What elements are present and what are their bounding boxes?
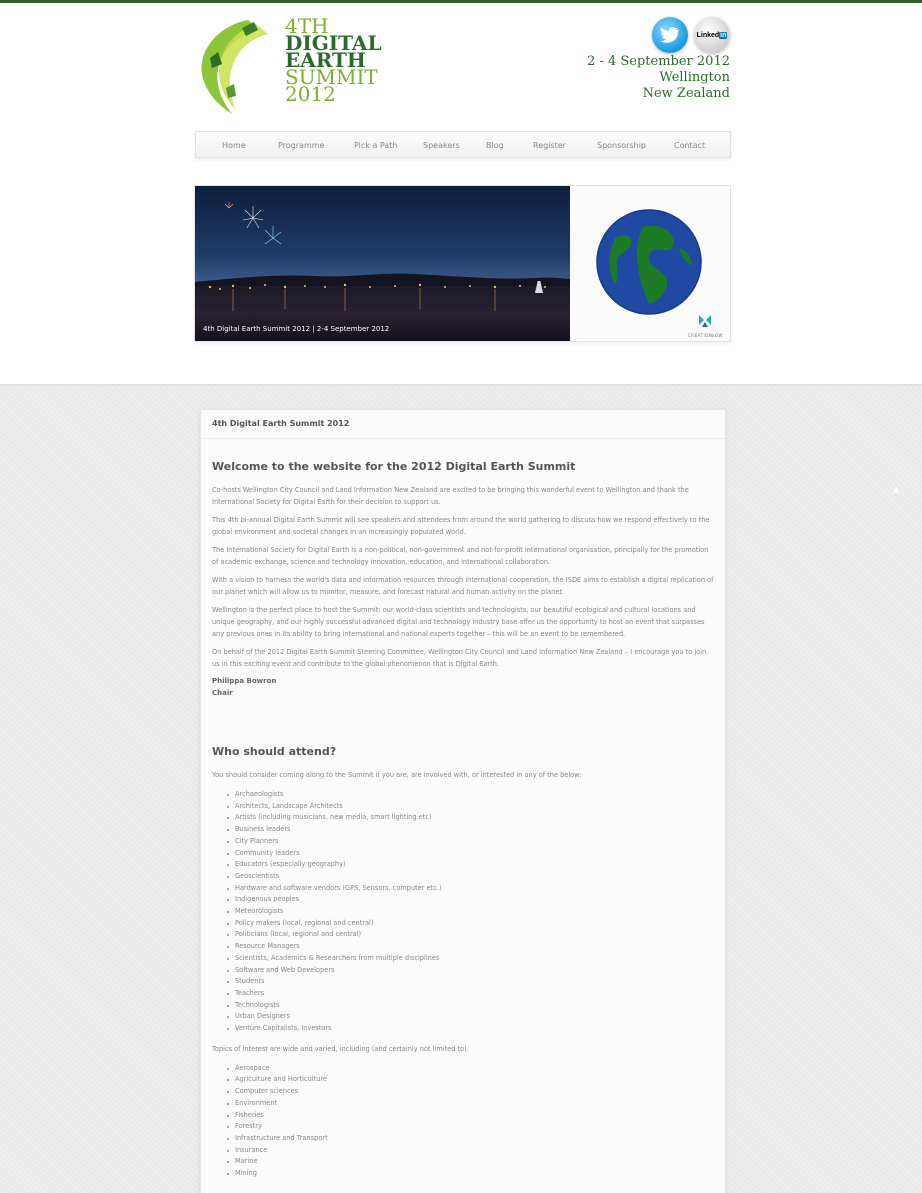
list-item: Agriculture and Horticulture [227, 1074, 714, 1086]
list-item: Resource Managers [227, 941, 714, 953]
sponsor-name: CREATIONLOW [688, 333, 723, 338]
nav-pick-a-path[interactable]: Pick a Path [354, 141, 398, 150]
linkedin-icon: Linkedin [696, 31, 727, 39]
list-item: Software and Web Developers [227, 965, 714, 977]
city-lights [205, 281, 565, 321]
social-links [651, 17, 731, 55]
list-item: Archaeologists [227, 789, 714, 801]
list-item: Geoscientists [227, 871, 714, 883]
logo-line-4: SUMMIT [285, 65, 378, 89]
intro-paragraph-5: Wellington is the perfect place to host the Summit: our world-class scientists and technologists, our beautiful ecological and cultural locations and unique geography, and our highly successful advanced digital and technology industry base offer us the opportunity to host an event that surpasses any previous ones in its ability to bring international and national experts together – this will be an event to be remembered. [212, 606, 705, 638]
nav-sponsorship[interactable]: Sponsorship [597, 141, 647, 150]
nav-programme[interactable]: Programme [278, 141, 325, 150]
globe-icon [595, 208, 703, 316]
list-item: Educators (especially geography) [227, 859, 714, 871]
intro-paragraph-1: Co-hosts Wellington City Council and Land Information New Zealand are excited to be bringing this wonderful event to Wellington and thank the International Society for Digital Earth for their decision to support us. [212, 486, 689, 506]
sponsor-mark-icon [697, 313, 713, 329]
list-item: Infrastructure and Transport [227, 1133, 714, 1145]
list-item: Scientists, Academics & Researchers from multiple disciplines [227, 953, 714, 965]
list-item: Policy makers (local, regional and central) [227, 918, 714, 930]
list-item: Hardware and software vendors (GPS, Sensors, computer etc.) [227, 883, 714, 895]
logo-mark-icon [196, 18, 272, 116]
banner-photo[interactable] [195, 186, 570, 341]
list-item: Artists (including musicians, new media, smart lighting etc) [227, 812, 714, 824]
list-item: City Planners [227, 836, 714, 848]
twitter-button[interactable] [652, 17, 688, 53]
topics-intro: Topics of interest are wide and varied, including (and certainly not limited to): [212, 1044, 469, 1053]
intro-paragraph-6: On behalf of the 2012 Digital Earth Summit Steering Committee, Wellington City Council and Land Information New Zealand – I encourage you to join us in this exciting event and contribute to the global phenomenon that is Digital Earth. [212, 648, 707, 668]
list-item: Marine [227, 1156, 714, 1168]
banner-side-panel [570, 186, 730, 341]
logo-wordmark [285, 14, 382, 106]
logo-line-3: EARTH [285, 48, 366, 72]
nav-speakers[interactable]: Speakers [423, 141, 460, 150]
list-item: Urban Designers [227, 1011, 714, 1023]
event-info [587, 54, 730, 102]
nav-register[interactable]: Register [533, 141, 566, 150]
main-nav [195, 131, 731, 158]
attendee-list [212, 789, 714, 1035]
logo-line-2: DIGITAL [285, 31, 382, 55]
list-item: Students [227, 976, 714, 988]
intro-paragraph-2: This 4th bi-annual Digital Earth Summit will see speakers and attendees from around the world gathering to discuss how we respond effectively to the global environment and societal changes in an increasingly populated world. [212, 516, 710, 536]
scroll-up-arrow-icon[interactable]: ▲ [892, 485, 900, 495]
linkedin-button[interactable] [694, 17, 730, 53]
list-item: Aerospace [227, 1063, 714, 1075]
list-item: Teachers [227, 988, 714, 1000]
content-card-title: 4th Digital Earth Summit 2012 [201, 410, 725, 439]
nav-home[interactable]: Home [222, 141, 246, 150]
nav-contact[interactable]: Contact [674, 141, 706, 150]
nav-blog[interactable]: Blog [486, 141, 504, 150]
list-item: Insurance [227, 1145, 714, 1157]
who-should-attend-heading: Who should attend? [212, 745, 337, 758]
event-city: Wellington [659, 70, 730, 85]
intro-paragraph-4: With a vision to harness the world's data and information resources through international cooperation, the ISDE aims to establish a digital replication of our planet which will allow us to monitor, measure, and forecast natural and human activity on the planet. [212, 576, 714, 596]
list-item: Architects, Landscape Architects [227, 801, 714, 813]
fireworks [215, 198, 285, 248]
list-item: Indigenous peoples [227, 894, 714, 906]
hero-banner [194, 185, 731, 342]
logo-line-1: 4TH [285, 14, 329, 38]
list-item: Fisheries [227, 1110, 714, 1122]
signature-name: Philippa Bowron [212, 677, 277, 685]
content-card [200, 409, 726, 1193]
list-item: Community leaders [227, 848, 714, 860]
list-item: Meteorologists [227, 906, 714, 918]
list-item: Business leaders [227, 824, 714, 836]
who-intro: You should consider coming along to the Summit if you are, are involved with, or interested in any of the below: [212, 771, 582, 779]
topics-list [212, 1063, 714, 1180]
list-item: Mining [227, 1168, 714, 1180]
banner-caption: 4th Digital Earth Summit 2012 | 2-4 September 2012 [203, 325, 390, 333]
twitter-bird-icon [660, 27, 680, 43]
event-country: New Zealand [642, 86, 730, 101]
site-logo[interactable] [196, 14, 396, 118]
welcome-heading: Welcome to the website for the 2012 Digital Earth Summit [212, 460, 576, 473]
signature-title: Chair [212, 688, 233, 697]
sponsor-logo[interactable] [688, 313, 722, 338]
list-item: Environment [227, 1098, 714, 1110]
list-item: Politicians (local, regional and central) [227, 929, 714, 941]
event-dates: 2 - 4 September 2012 [587, 54, 730, 69]
list-item: Forestry [227, 1121, 714, 1133]
content-card-body [201, 460, 725, 1180]
list-item: Computer sciences [227, 1086, 714, 1098]
logo-line-5: 2012 [285, 82, 336, 106]
list-item: Venture Capitalists, Investors [227, 1023, 714, 1035]
list-item: Technologists [227, 1000, 714, 1012]
intro-paragraph-3: The International Society for Digital Earth is a non-political, non-government and not-for-profit international organisation, principally for the promotion of academic exchange, science and technology innovation, education, and international collaboration. [212, 546, 709, 566]
